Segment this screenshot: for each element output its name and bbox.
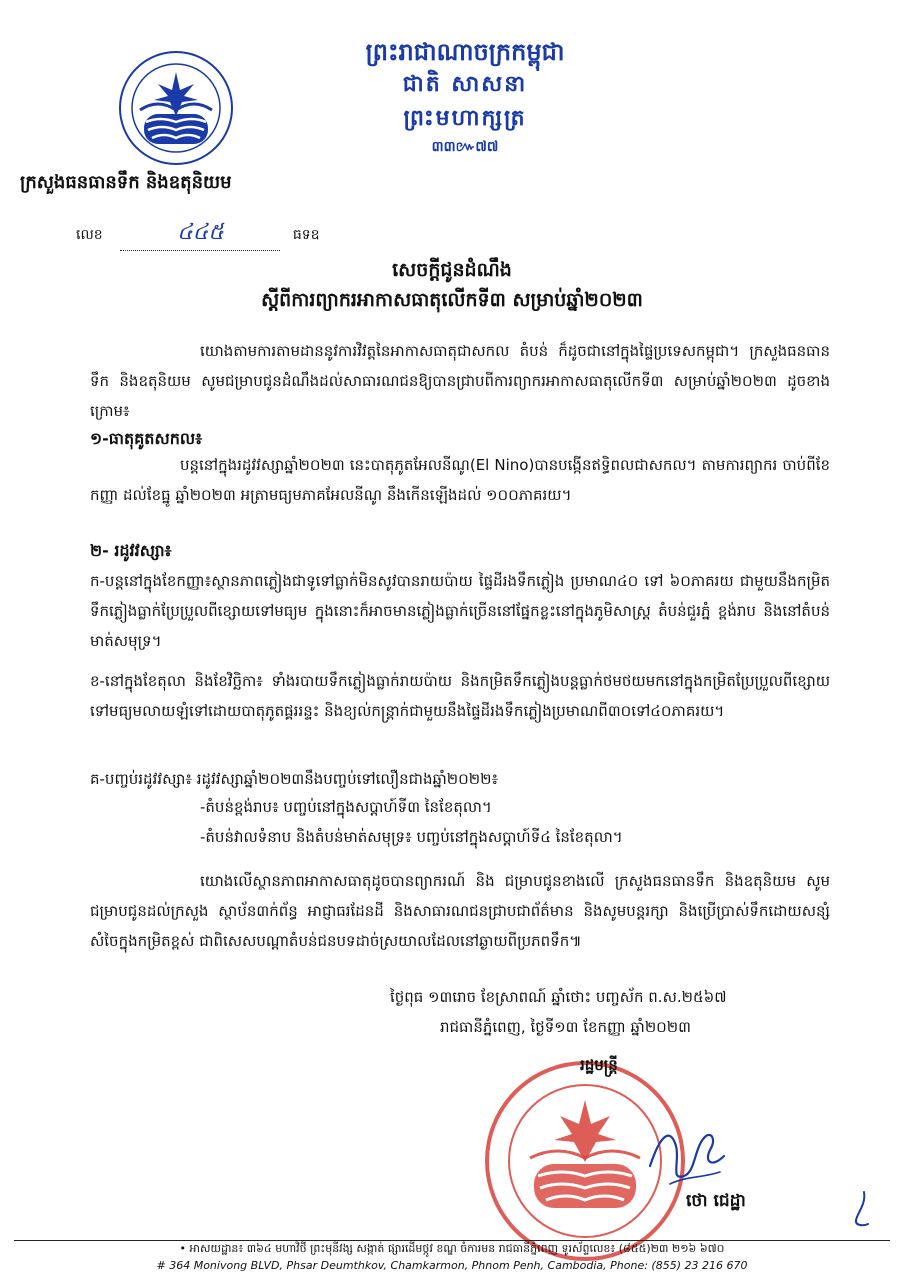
footer-address-khmer: • អាសយដ្ឋាន៖ ៣៦៤ មហាវិថី ព្រះមុនីវង្ស សង្កាត់ ផ្សារដើមថ្កូវ ខណ្ឌ ចំការមន រាជធានីភ្នំពេញ ទូរស័ព្ទលេខ៖ (៨៥៥)២៣ ២១៦ ៦៧០ [179,1242,725,1255]
signatory-name: ថោ ជេដ្ឋា [686,1191,746,1211]
ministry-logo-icon [118,50,234,166]
section1-paragraph: បន្តនៅក្នុងរដូវវស្សាឆ្នាំ២០២៣ នេះបាតុភូតអែលនីណូ(El Nino)បានបង្កើនឥទ្ធិពលជាសកល។ តាមការព្យាករ ចាប់ពីខែកញ្ញា ដល់ខែធ្នូ ឆ្នាំ២០២៣ អត្រាមធ្យមភាគអែលនីណូ នឹងកើនឡើងដល់ ១០០ភាគរយ។ [90,456,830,504]
reference-suffix: ធទឧ [292,227,320,243]
item-ka-paragraph: ក-បន្តនៅក្នុងខែកញ្ញា៖ស្ថានភាពភ្លៀងជាទូទៅធ្លាក់មិនសូវបានរាយប៉ាយ ផ្ទៃដីរងទឹកភ្លៀង ប្រមាណ៤០ ទៅ ៦០ភាគរយ ជាមួយនឹងកម្រិតទឹកភ្លៀងធ្លាក់ប្រែប្រួលពីខ្សោយទៅមធ្យម ក្នុងនោះក៏អាចមានភ្លៀងធ្លាក់ច្រើននៅផ្នែកខ្លះនៅក្នុងភូមិសាស្ត្រ តំបន់ជួរភ្នំ ខ្ពង់រាប និងនៅតំបន់មាត់សមុទ្រ។ [90,572,830,650]
bullet-lowlands: -តំបន់វាលទំនាប និងតំបន់មាត់សមុទ្រ៖ បញ្ចប់នៅក្នុងសប្តាហ៍ទី៤ នៃខែតុលា។ [200,828,623,846]
footer-divider [14,1240,890,1241]
kingdom-name: ព្រះរាជាណាចក្រកម្ពុជា [365,38,565,66]
kingdom-header [350,36,580,158]
closing-paragraph: យោងលើស្ថានភាពអាកាសធាតុដូចបានព្យាករណ៍ និង ជម្រាបជូនខាងលើ ក្រសួងធនធានទឹក និងឧតុនិយម សូមជម្រាបជូនដល់ក្រសួង ស្ថាប័ន៣ក់ព័ន្ធ អាជ្ញាធរដែនដី និងសាធារណជនជ្រាបជាព័ត៌មាន និងសូមបន្តរក្សា និងប្រើប្រាស់ទឹកដោយសន្សំសំចៃក្នុងកម្រិតខ្ពស់ ជាពិសេសបណ្តាតំបន់ជនបទដាច់ស្រយាលដែលនៅឆ្ងាយពីប្រភពទឹក៕ [90,872,830,950]
bullet-highlands: -តំបន់ខ្ពង់រាប៖ បញ្ចប់នៅក្នុងសប្តាហ៍ទី៣ នៃខែតុលា។ [200,798,492,816]
header-ornament: ៣៣៚៧៧ [431,139,499,155]
reference-number: ៤៤៥ [120,218,280,251]
handwritten-signature-icon [640,1106,730,1196]
item-ko-paragraph: គ-បញ្ចប់រដូវវស្សា៖ រដូវវស្សាឆ្នាំ២០២៣នឹងបញ្ចប់ទៅលឿនជាងឆ្នាំ២០២២៖ [90,770,499,788]
signatory-title: រដ្ឋមន្ត្រី [580,1056,618,1074]
document-title: សេចក្តីជូនដំណឹង [392,259,512,281]
intro-paragraph: យោងតាមការតាមដាននូវការវិវត្តនៃអាកាសធាតុជាសកល តំបន់ ក៏ដូចជានៅក្នុងផ្ទៃប្រទេសកម្ពុជា។ ក្រសួងធនធានទឹក និងឧតុនិយម សូមជម្រាបជូនដំណឹងដល់សាធារណជនឱ្យបានជ្រាបពីការព្យាករអាកាសធាតុលើកទី៣ សម្រាប់ឆ្នាំ២០២៣ ដូចខាងក្រោម៖ [90,342,830,420]
reference-label: លេខ [76,227,103,243]
initial-mark-icon [852,1190,872,1230]
section1-heading: ១-ធាតុគូតសកល៖ [90,429,203,448]
reference-line [76,218,320,251]
ministry-name: ក្រសួងធនធានទឹក និងឧតុនិយម [20,172,232,193]
document-subtitle: ស្តីពីការព្យាករអាកាសធាតុលើកទី៣ សម្រាប់ឆ្នាំ២០២៣ [261,289,643,311]
footer-address-english: # 364 Monivong BLVD, Phsar Deumthkov, Chamkarmon, Phnom Penh, Cambodia, Phone: (855) 23 216 670 [156,1259,748,1272]
lunar-date: ថ្ងៃពុធ ១៣រោច ខែស្រាពណ៍ ឆ្នាំថោះ បញ្ចស័ក ព.ស.២៥៦៧ [390,988,727,1006]
solar-date: រាជធានីភ្នំពេញ, ថ្ងៃទី១៣ ខែកញ្ញា ឆ្នាំ២០២៣ [440,1018,691,1036]
national-motto: ជាតិ សាសនា ព្រះមហាក្សត្រ [402,72,528,131]
section2-heading: ២- រដូវវស្សា៖ [90,541,172,560]
item-kha-paragraph: ខ-នៅក្នុងខែតុលា និងខែវិច្ឆិកា៖ ទាំងរបាយទឹកភ្លៀងធ្លាក់រាយប៉ាយ និងកម្រិតទឹកភ្លៀងបន្តធ្លាក់ថមថយមកនៅក្នុងកម្រិតប្រែប្រួលពីខ្សោយទៅមធ្យមលាយឡំទៅដោយបាតុភូតផ្គររន្ទះ និងខ្យល់កន្ត្រាក់ជាមួយនឹងផ្ទៃដីរងទឹកភ្លៀងប្រមាណពី៣០ទៅ៤០ភាគរយ។ [90,672,830,720]
